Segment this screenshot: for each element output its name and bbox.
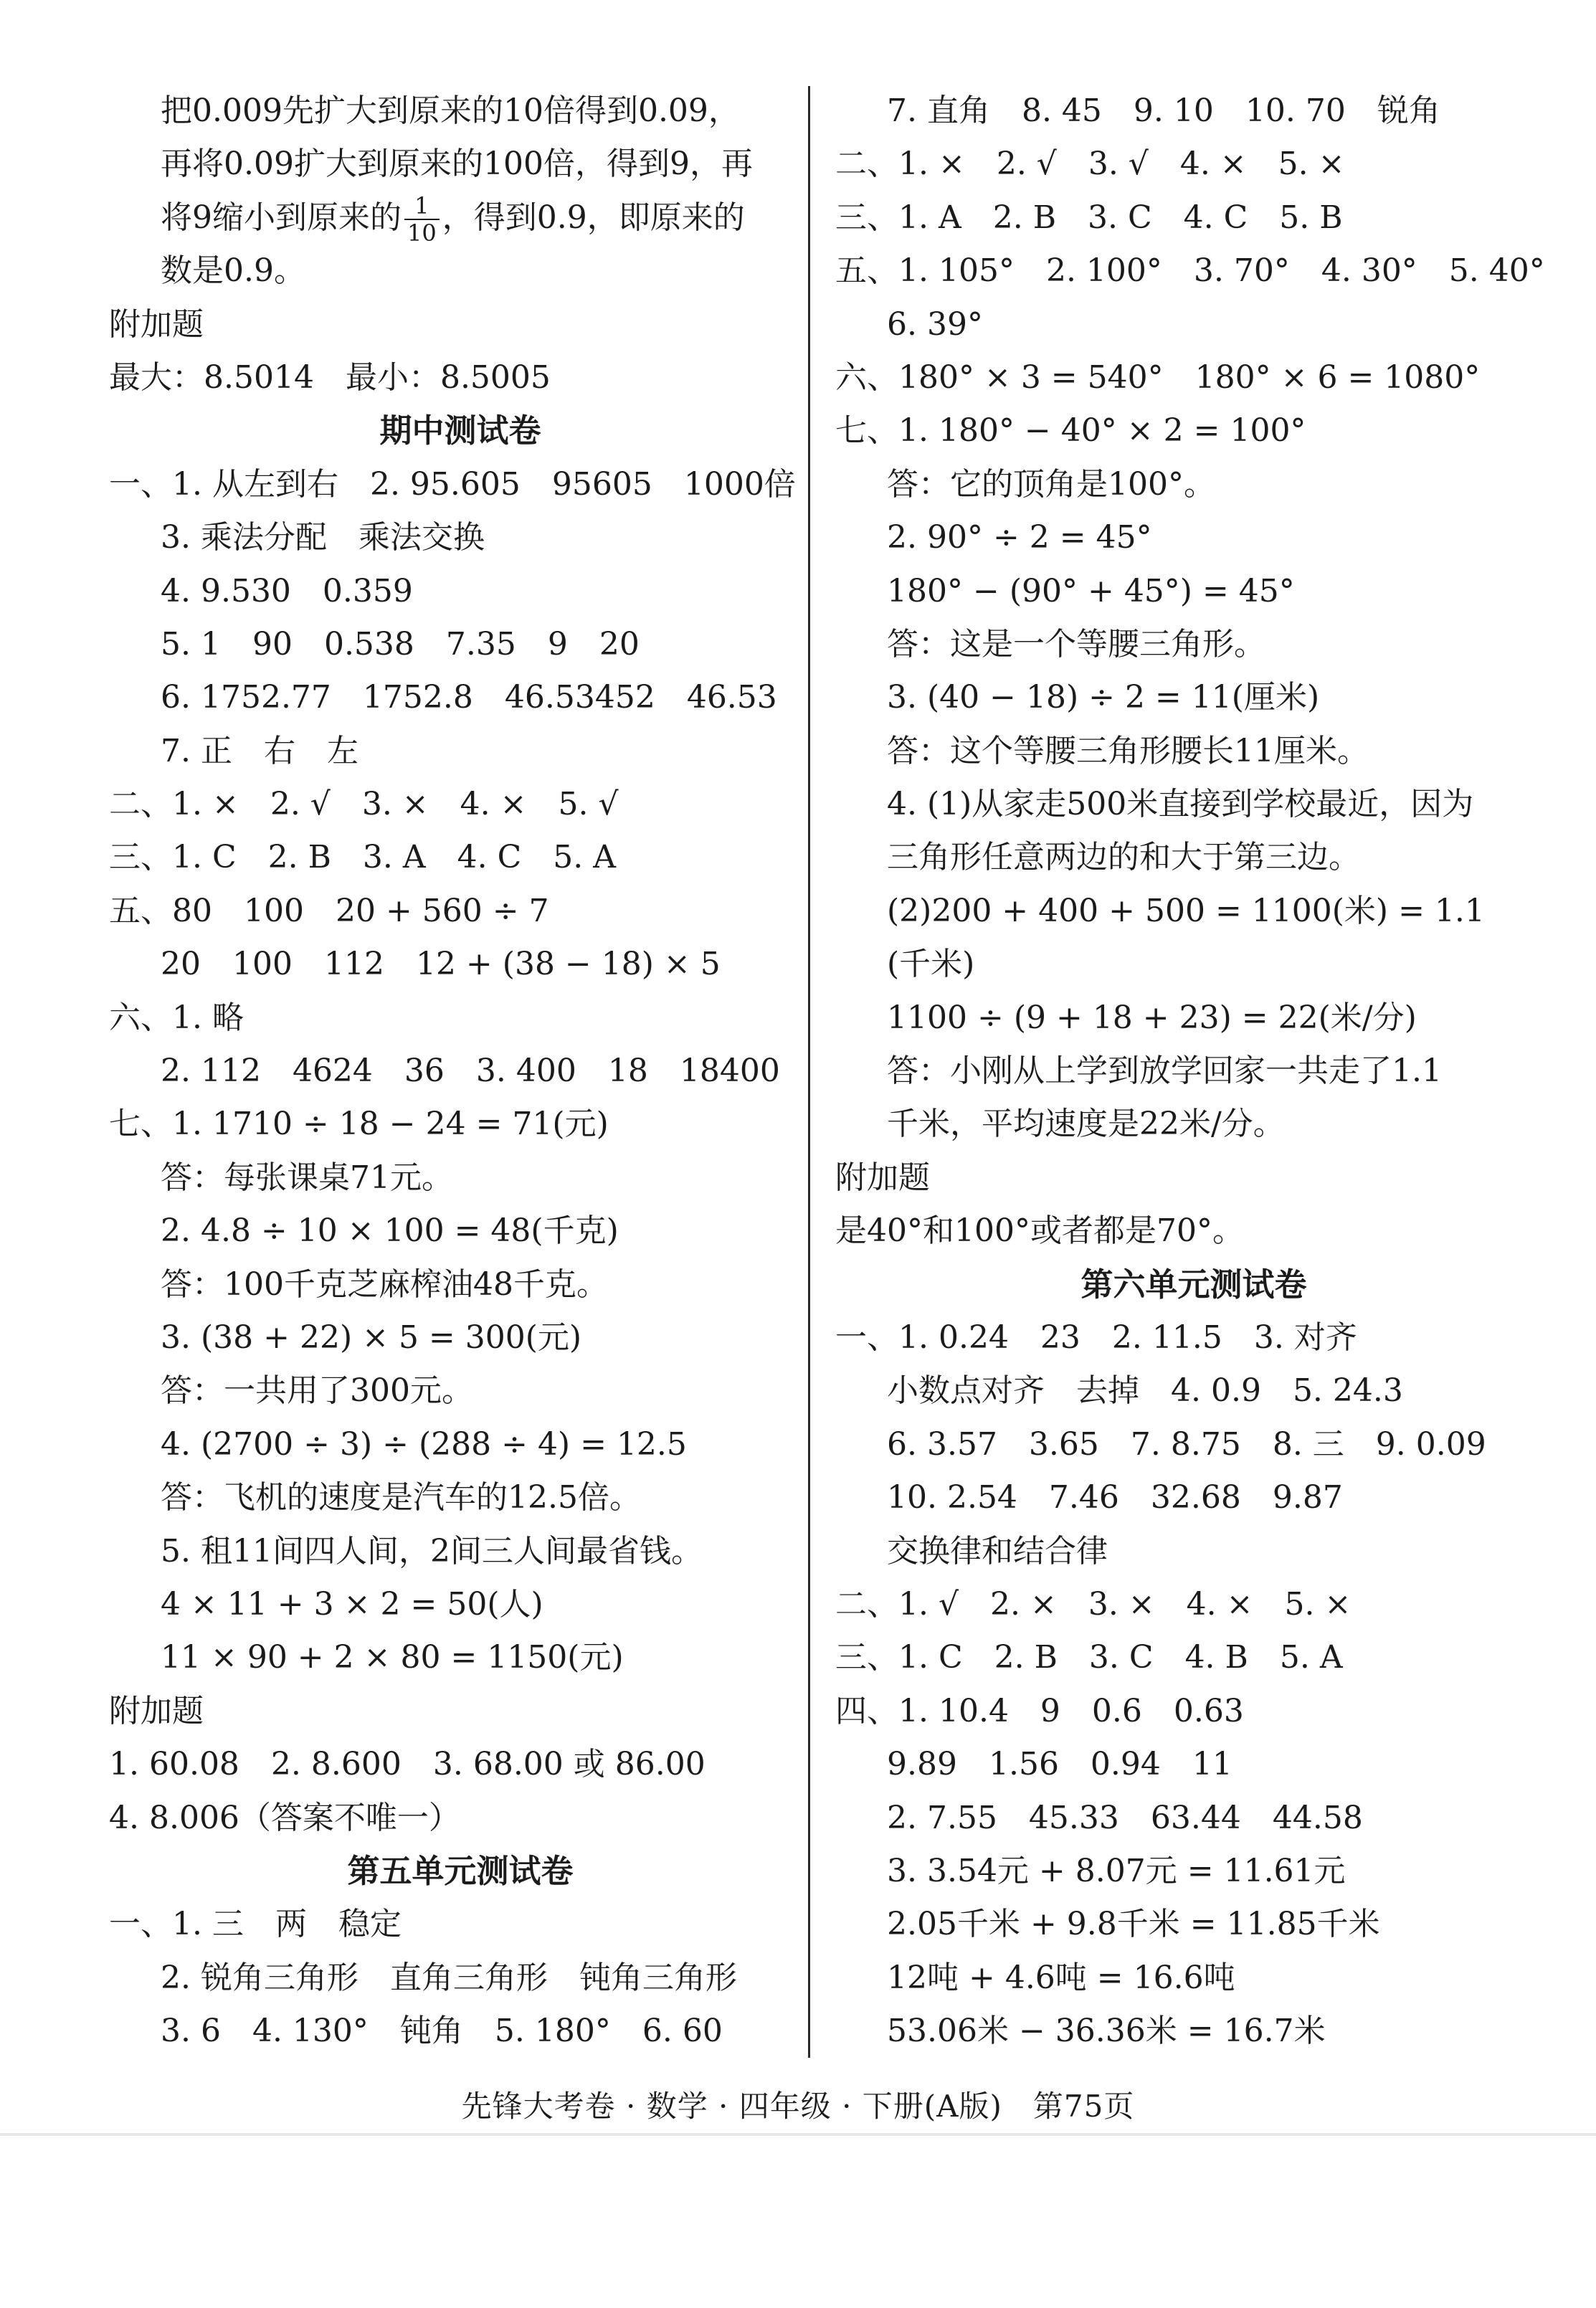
answer-line: 三、1. C 2. B 3. C 4. B 5. A	[835, 1639, 1343, 1676]
answer-line: 七、1. 1710 ÷ 18 − 24 = 71(元)	[109, 1106, 609, 1143]
answer-line: 7. 直角 8. 45 9. 10 10. 70 锐角	[887, 92, 1440, 129]
answer-line: 五、1. 105° 2. 100° 3. 70° 4. 30° 5. 40°	[835, 252, 1545, 290]
answer-line: 1. 60.08 2. 8.600 3. 68.00 或 86.00	[109, 1746, 706, 1783]
answer-line: 4. 8.006（答案不唯一）	[109, 1799, 460, 1836]
section-title: 期中测试卷	[379, 412, 541, 450]
page-footer: 先锋大考卷 · 数学 · 四年级 · 下册(A版) 第75页	[461, 2089, 1135, 2124]
answer-line: 6. 3.57 3.65 7. 8.75 8. 三 9. 0.09	[887, 1425, 1486, 1463]
answer-line: 把0.009先扩大到原来的10倍得到0.09，	[161, 92, 740, 129]
answer-line: 2.05千米 + 9.8千米 = 11.85千米	[887, 1906, 1380, 1943]
answer-line: 6. 39°	[887, 305, 983, 343]
answer-line: 3. (40 − 18) ÷ 2 = 11(厘米)	[887, 679, 1320, 716]
bonus-heading: 附加题	[109, 1692, 204, 1729]
section-title: 第五单元测试卷	[347, 1851, 574, 1890]
answer-line: 答：100千克芝麻榨油48千克。	[161, 1265, 608, 1303]
answer-line: 5. 租11间四人间，2间三人间最省钱。	[161, 1532, 703, 1569]
answer-line: 六、1. 略	[109, 999, 244, 1036]
answer-line: 53.06米 − 36.36米 = 16.7米	[887, 2013, 1326, 2050]
answer-line: 是40°和100°或者都是70°。	[835, 1212, 1244, 1250]
bonus-heading: 附加题	[835, 1159, 930, 1196]
answer-line: 二、1. √ 2. × 3. × 4. × 5. ×	[835, 1585, 1352, 1623]
answer-line: 四、1. 10.4 9 0.6 0.63	[835, 1692, 1244, 1729]
answer-line: 180° − (90° + 45°) = 45°	[887, 572, 1295, 609]
fraction	[404, 193, 440, 246]
answer-line: 3. 3.54元 + 8.07元 = 11.61元	[887, 1852, 1346, 1889]
answer-line: 答：飞机的速度是汽车的12.5倍。	[161, 1479, 641, 1516]
answer-line: 2. 7.55 45.33 63.44 44.58	[887, 1799, 1363, 1836]
answer-line: 2. 90° ÷ 2 = 45°	[887, 519, 1152, 556]
answer-line: 七、1. 180° − 40° × 2 = 100°	[835, 412, 1306, 450]
answer-line: 3. 乘法分配 乘法交换	[161, 519, 485, 556]
answer-line: 20 100 112 12 + (38 − 18) × 5	[161, 946, 721, 983]
answer-line: 4. (2700 ÷ 3) ÷ (288 ÷ 4) = 12.5	[161, 1425, 687, 1463]
answer-line: 3. (38 + 22) × 5 = 300(元)	[161, 1319, 582, 1356]
answer-line: 答：每张课桌71元。	[161, 1159, 453, 1196]
section-title: 第六单元测试卷	[1080, 1265, 1307, 1303]
answer-line: 五、80 100 20 + 560 ÷ 7	[109, 892, 549, 929]
bottom-rule	[0, 2133, 1596, 2136]
answer-line: 11 × 90 + 2 × 80 = 1150(元)	[161, 1639, 624, 1676]
right-column	[835, 85, 1552, 2058]
answer-line: 三角形任意两边的和大于第三边。	[887, 839, 1360, 876]
answer-line: 9.89 1.56 0.94 11	[887, 1746, 1232, 1783]
answer-line: (2)200 + 400 + 500 = 1100(米) = 1.1	[887, 892, 1485, 929]
answer-line	[109, 191, 812, 247]
answer-line: 4 × 11 + 3 × 2 = 50(人)	[161, 1585, 543, 1623]
answer-line: 10. 2.54 7.46 32.68 9.87	[887, 1479, 1343, 1516]
answer-line: 6. 1752.77 1752.8 46.53452 46.53	[161, 679, 777, 716]
answer-line: 2. 锐角三角形 直角三角形 钝角三角形	[161, 1959, 737, 1996]
answer-line: 三、1. A 2. B 3. C 4. C 5. B	[835, 199, 1343, 236]
answer-line: 答：一共用了300元。	[161, 1372, 473, 1410]
answer-line: 数是0.9。	[161, 252, 305, 290]
answer-line: (千米)	[887, 946, 975, 983]
answer-line: 一、1. 三 两 稳定	[109, 1906, 402, 1943]
answer-line: 3. 6 4. 130° 钝角 5. 180° 6. 60	[161, 2013, 723, 2050]
answer-line: 2. 112 4624 36 3. 400 18 18400	[161, 1053, 780, 1090]
answer-line: 答：这是一个等腰三角形。	[887, 625, 1265, 663]
answer-line: 二、1. × 2. √ 3. √ 4. × 5. ×	[835, 146, 1345, 183]
answer-line: 1100 ÷ (9 + 18 + 23) = 22(米/分)	[887, 999, 1417, 1036]
answer-line: 小数点对齐 去掉 4. 0.9 5. 24.3	[887, 1372, 1403, 1410]
answer-line: 交换律和结合律	[887, 1532, 1108, 1569]
answer-text: 将9缩小到原来的	[161, 199, 402, 236]
answer-line: 一、1. 从左到右 2. 95.605 95605 1000倍	[109, 465, 796, 503]
answer-line: 二、1. × 2. √ 3. × 4. × 5. √	[109, 786, 619, 823]
answer-line: 最大：8.5014 最小：8.5005	[109, 358, 551, 396]
answer-text: ，得到0.9，即原来的	[442, 199, 745, 236]
answer-line: 千米，平均速度是22米/分。	[887, 1106, 1285, 1143]
answer-line: 答：小刚从上学到放学回家一共走了1.1	[887, 1053, 1442, 1090]
answer-line: 4. 9.530 0.359	[161, 572, 413, 609]
answer-line: 5. 1 90 0.538 7.35 9 20	[161, 625, 640, 663]
answer-line: 7. 正 右 左	[161, 732, 358, 769]
bonus-heading: 附加题	[109, 305, 204, 343]
answer-line: 六、180° × 3 = 540° 180° × 6 = 1080°	[835, 358, 1481, 396]
answer-line: 一、1. 0.24 23 2. 11.5 3. 对齐	[835, 1319, 1357, 1356]
answer-line: 12吨 + 4.6吨 = 16.6吨	[887, 1959, 1235, 1996]
fraction-denominator: 10	[407, 219, 437, 247]
answer-line: 2. 4.8 ÷ 10 × 100 = 48(千克)	[161, 1212, 619, 1250]
fraction-numerator: 1	[404, 193, 440, 220]
left-column	[109, 85, 812, 2058]
answer-line: 三、1. C 2. B 3. A 4. C 5. A	[109, 839, 617, 876]
answer-line: 答：这个等腰三角形腰长11厘米。	[887, 732, 1369, 769]
answer-line: 答：它的顶角是100°。	[887, 465, 1215, 503]
answer-line: 再将0.09扩大到原来的100倍，得到9，再	[161, 146, 753, 183]
column-divider	[808, 86, 810, 2058]
answer-line: 4. (1)从家走500米直接到学校最近，因为	[887, 786, 1474, 823]
